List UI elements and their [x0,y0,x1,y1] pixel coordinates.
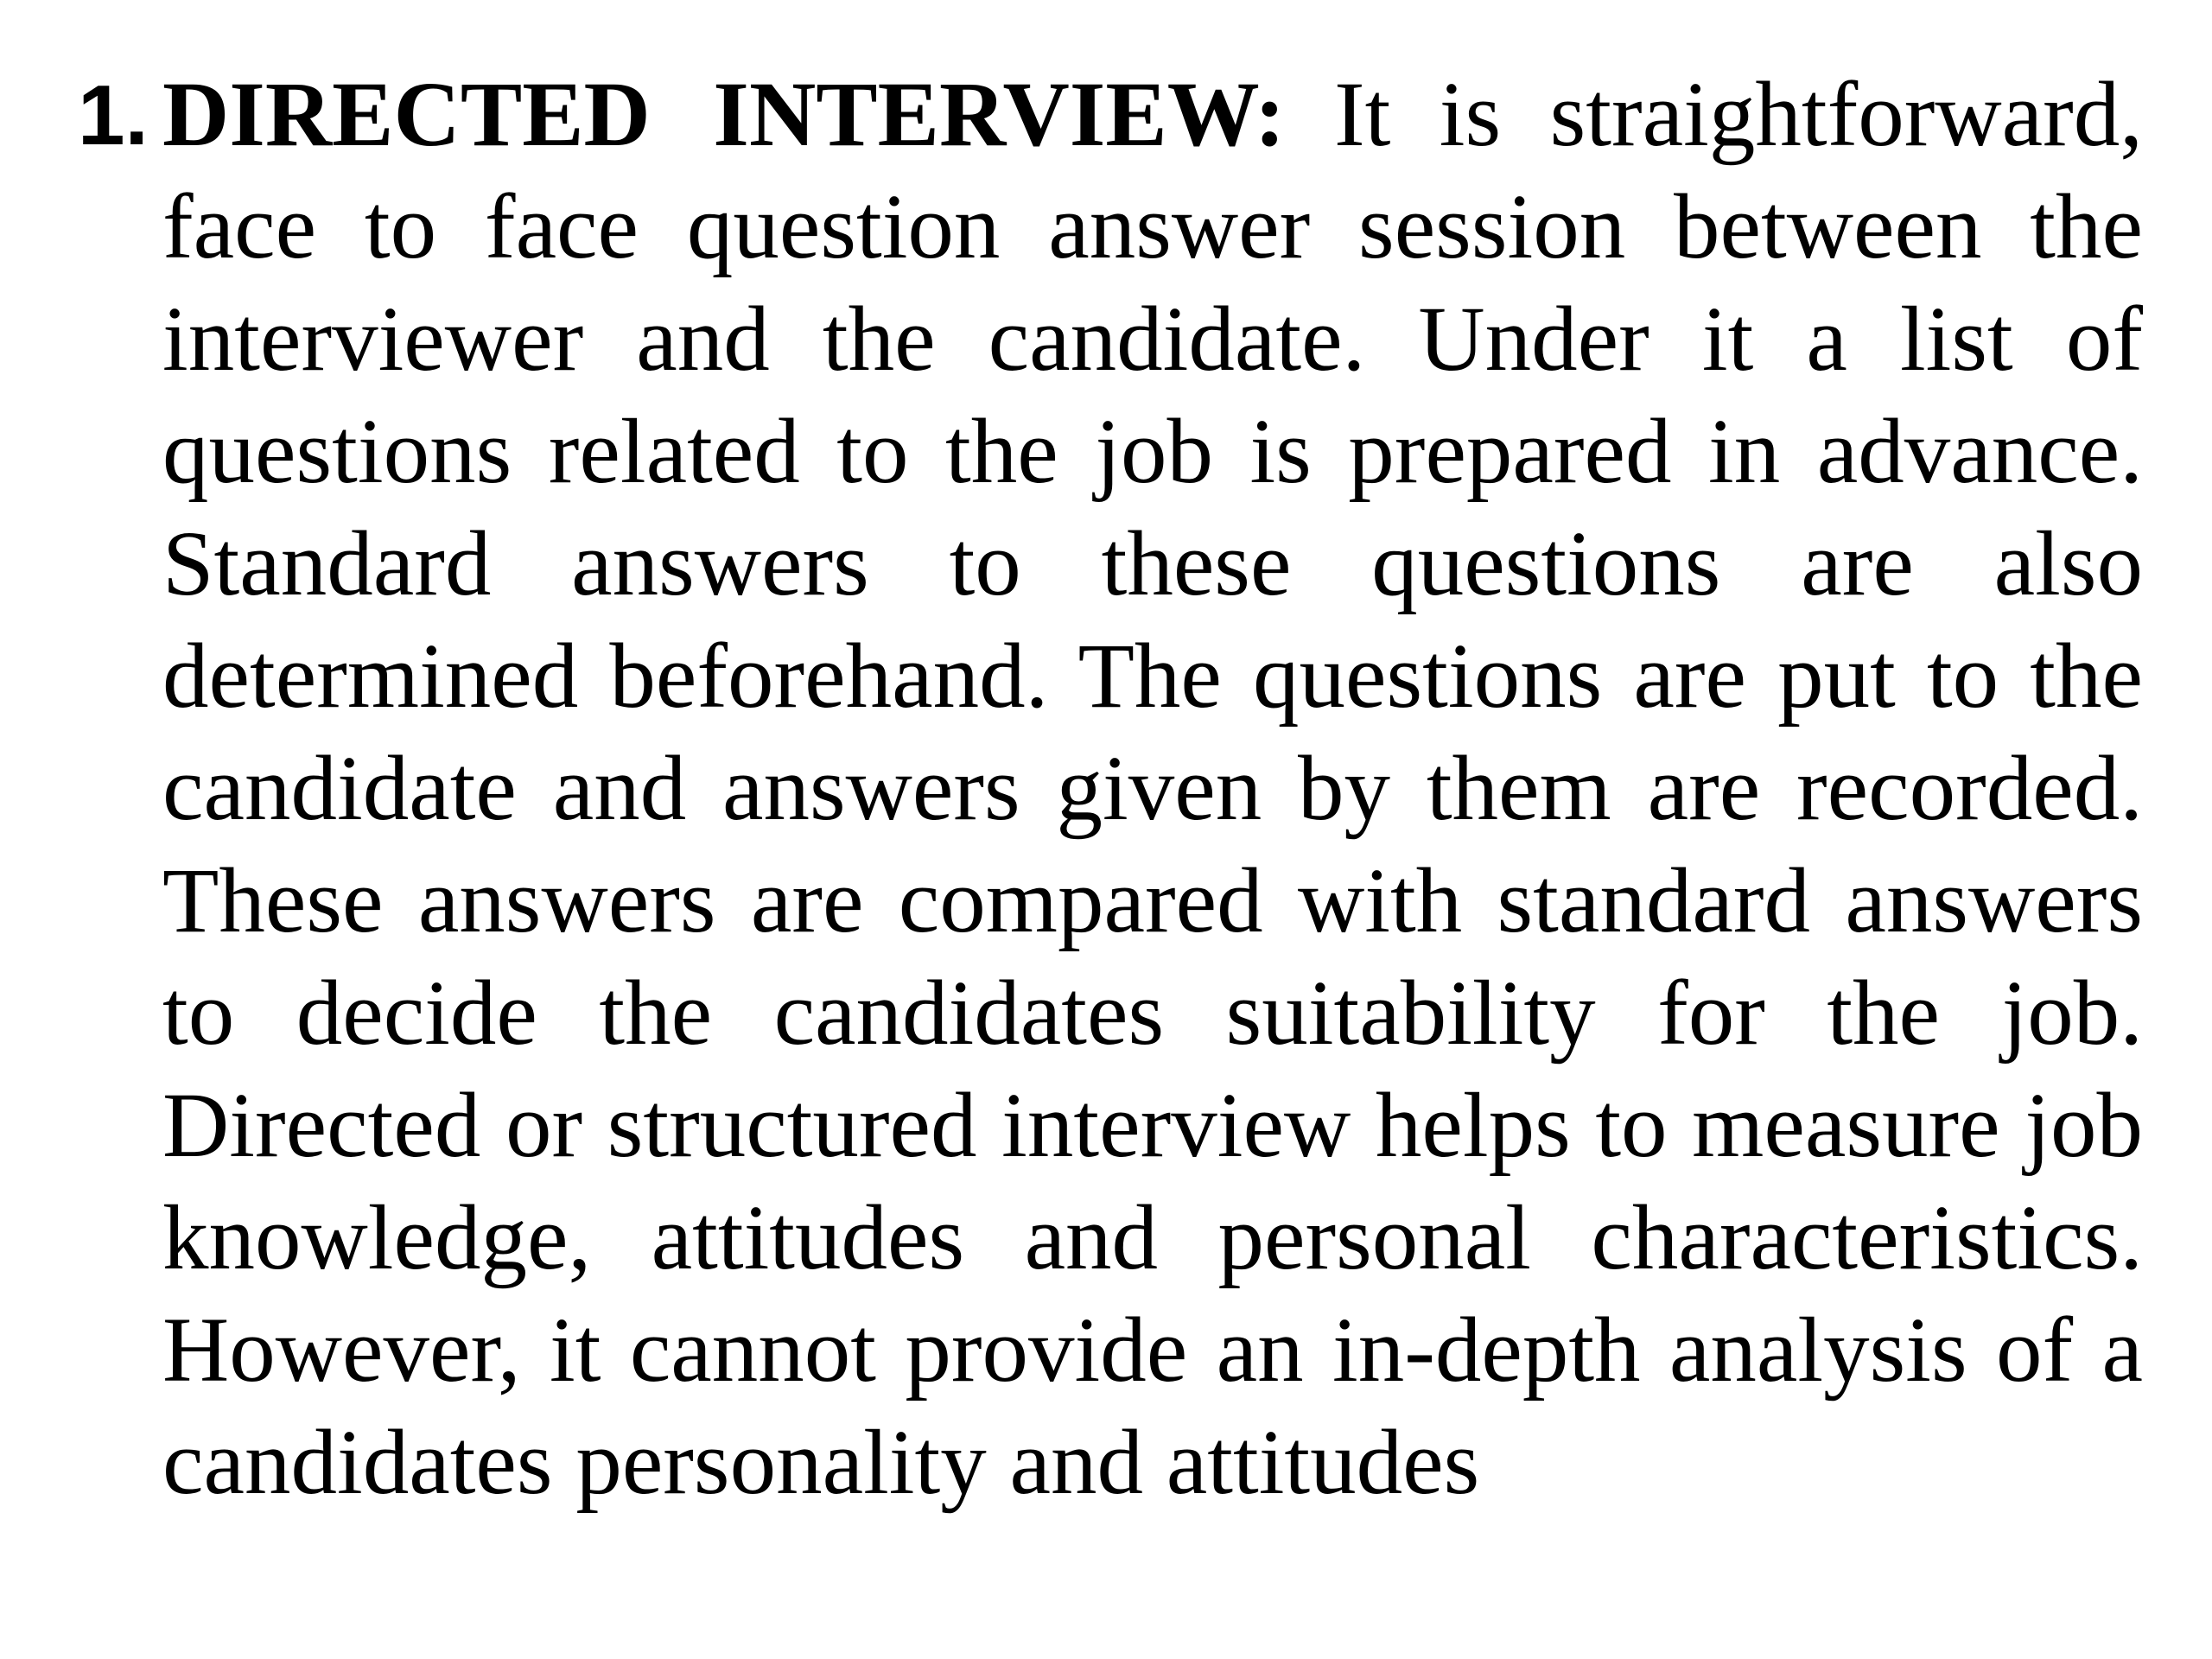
term-heading: DIRECTED INTERVIEW: [162,64,1286,166]
list-item-directed-interview [78,59,2143,1519]
term-description: It is straightforward, face to face question answer session between the interviewer and the candidate. Under it a list of questions related to the job is prepared in advance. Standard answers to these questions are also determined beforehand. The questions are put to the candidate and answers given by them are recorded. These answers are compared with standard answers to decide the candidates suitability for the job. Directed or structured interview helps to measure job knowledge, attitudes and personal characteristics. However, it cannot provide an in-depth analysis of a candidates personality and attitudes [162,64,2144,1514]
list-number: 1. [78,67,149,162]
numbered-list [78,59,2143,1519]
